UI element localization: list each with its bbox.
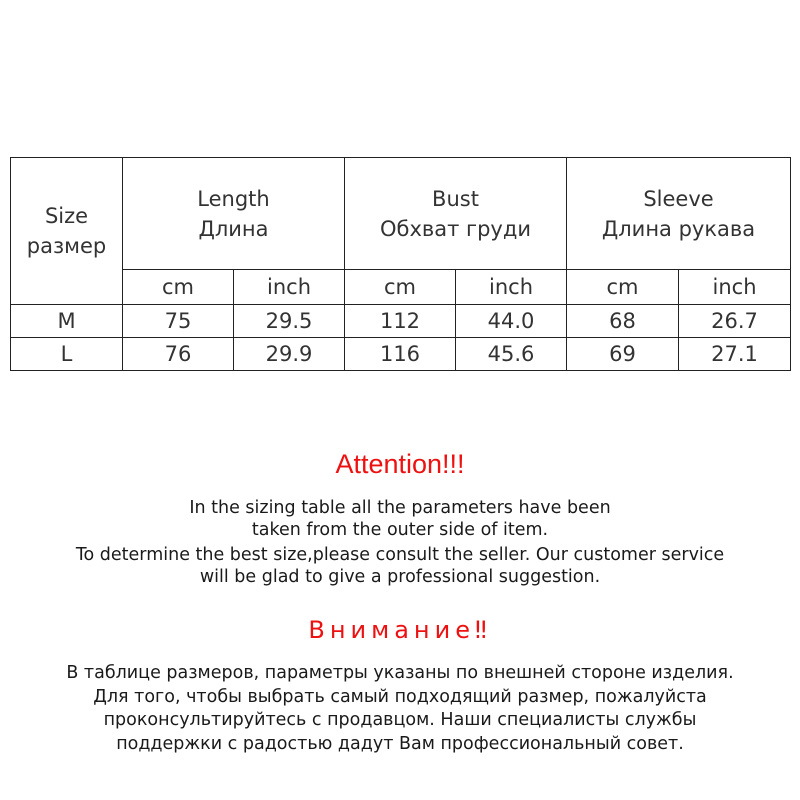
- notice-line: taken from the outer side of item.: [251, 520, 549, 540]
- value-cell: 75: [123, 305, 234, 338]
- header-bust-ru: Обхват груди: [379, 216, 532, 241]
- notice-line: В таблице размеров, параметры указаны по внешней стороне изделия.: [66, 663, 734, 683]
- unit-cell: inch: [456, 270, 567, 305]
- header-sleeve: [567, 158, 791, 270]
- table-header-row: [11, 158, 791, 270]
- value-cell: 112: [345, 305, 456, 338]
- value-cell: 44.0: [456, 305, 567, 338]
- header-sleeve-en: Sleeve: [643, 186, 714, 211]
- size-cell: M: [11, 305, 123, 338]
- value-cell: 26.7: [679, 305, 791, 338]
- notice-line: Для того, чтобы выбрать самый подходящий размер, пожалуйста: [93, 686, 707, 707]
- unit-cell: cm: [567, 270, 679, 305]
- value-cell: 29.5: [234, 305, 345, 338]
- header-sleeve-ru: Длина рукава: [601, 216, 756, 241]
- header-length: [123, 158, 345, 270]
- table-row: [11, 338, 791, 371]
- notice-line: will be glad to give a professional suggestion.: [199, 567, 601, 587]
- notice-line: поддержки с радостью дадут Вам профессиональный совет.: [116, 733, 684, 754]
- header-bust-en: Bust: [432, 186, 479, 211]
- header-size-ru: размер: [26, 234, 107, 258]
- value-cell: 27.1: [679, 338, 791, 371]
- header-length-ru: Длина: [198, 216, 269, 241]
- value-cell: 76: [123, 338, 234, 371]
- header-size: [11, 158, 123, 305]
- size-table: [10, 157, 791, 371]
- notice-line: проконсультируйтесь с продавцом. Наши специалисты службы: [103, 710, 697, 730]
- notice-text-ru: [0, 662, 800, 756]
- header-bust: [345, 158, 567, 270]
- table-row: [11, 305, 791, 338]
- notice-text-en-2: [0, 544, 800, 588]
- notice-line: To determine the best size,please consult the seller. Our customer service: [75, 545, 725, 565]
- size-cell: L: [11, 338, 123, 371]
- value-cell: 69: [567, 338, 679, 371]
- notice-line: In the sizing table all the parameters have been: [189, 498, 611, 518]
- value-cell: 45.6: [456, 338, 567, 371]
- header-length-en: Length: [197, 186, 270, 211]
- unit-cell: cm: [123, 270, 234, 305]
- unit-cell: inch: [679, 270, 791, 305]
- value-cell: 29.9: [234, 338, 345, 371]
- unit-cell: inch: [234, 270, 345, 305]
- header-size-en: Size: [44, 204, 89, 228]
- notice-text-en-1: [0, 497, 800, 541]
- attention-title-en: Attention!!!: [335, 449, 465, 479]
- value-cell: 116: [345, 338, 456, 371]
- unit-cell: cm: [345, 270, 456, 305]
- table-unit-row: [11, 270, 791, 305]
- value-cell: 68: [567, 305, 679, 338]
- attention-title-ru: Внимание‼: [308, 616, 492, 644]
